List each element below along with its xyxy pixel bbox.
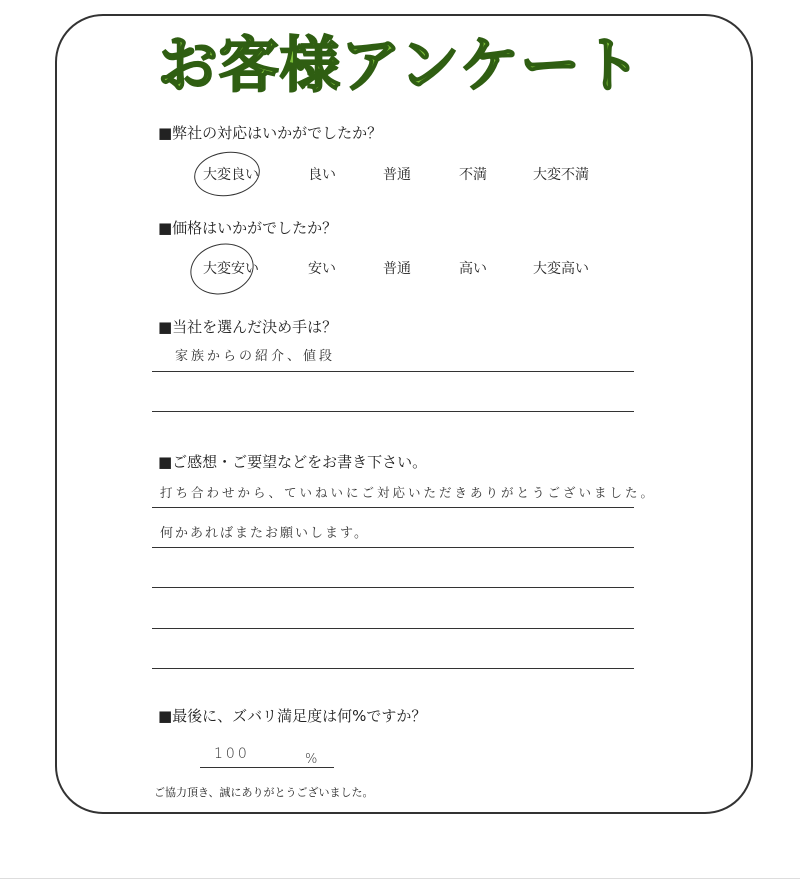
question-comments: ■ご感想・ご要望などをお書き下さい。 bbox=[158, 453, 428, 471]
satisfaction-unit: % bbox=[305, 752, 318, 767]
satisfaction-value: 100 bbox=[214, 746, 250, 762]
service-option-normal[interactable]: 普通 bbox=[383, 167, 411, 183]
service-option-good[interactable]: 良い bbox=[308, 167, 336, 183]
service-option-very-dissatisfied[interactable]: 大変不満 bbox=[533, 167, 589, 183]
answer-line bbox=[152, 371, 634, 372]
answer-deciding-factor: 家族からの紹介、値段 bbox=[175, 349, 336, 364]
thank-you-note: ご協力頂き、誠にありがとうございました。 bbox=[154, 786, 374, 799]
answer-line bbox=[152, 587, 634, 588]
service-option-dissatisfied[interactable]: 不満 bbox=[459, 167, 487, 183]
answer-line bbox=[152, 547, 634, 548]
satisfaction-line bbox=[200, 767, 334, 768]
question-deciding-factor: ■当社を選んだ決め手は？ bbox=[158, 318, 338, 336]
price-option-very-expensive[interactable]: 大変高い bbox=[533, 261, 589, 277]
price-option-very-cheap[interactable]: 大変安い bbox=[203, 261, 259, 277]
price-option-expensive[interactable]: 高い bbox=[459, 261, 487, 277]
answer-line bbox=[152, 411, 634, 412]
survey-title: お客様アンケート bbox=[157, 31, 643, 101]
question-price: ■価格はいかがでしたか？ bbox=[158, 219, 338, 237]
question-service: ■弊社の対応はいかがでしたか？ bbox=[158, 124, 383, 142]
answer-line bbox=[152, 507, 634, 508]
answer-line bbox=[152, 628, 634, 629]
price-option-normal[interactable]: 普通 bbox=[383, 261, 411, 277]
service-option-very-good[interactable]: 大変良い bbox=[203, 167, 259, 183]
answer-comment-line-1: 打ち合わせから、ていねいにご対応いただきありがとうございました。 bbox=[160, 485, 657, 500]
page-edge-line bbox=[0, 878, 800, 879]
answer-line bbox=[152, 668, 634, 669]
answer-comment-line-2: 何かあればまたお願いします。 bbox=[160, 526, 369, 541]
question-satisfaction: ■最後に、ズバリ満足度は何%ですか？ bbox=[158, 707, 427, 725]
price-option-cheap[interactable]: 安い bbox=[308, 261, 336, 277]
